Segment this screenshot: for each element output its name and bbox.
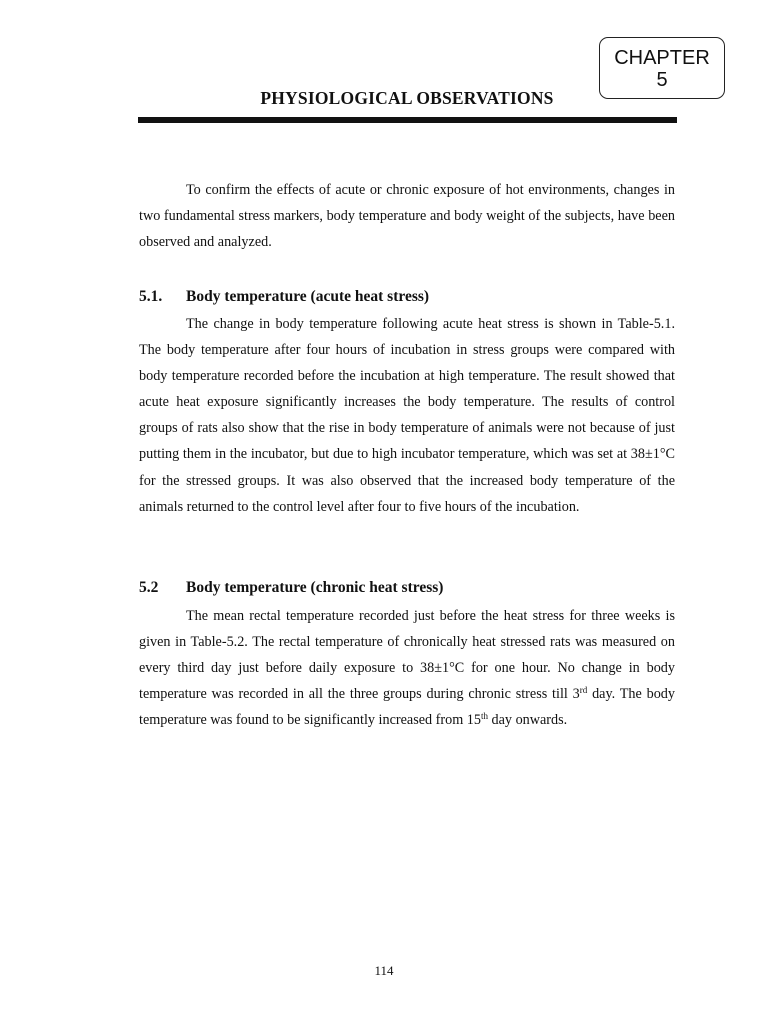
section-heading-5-2	[139, 578, 675, 598]
ordinal-suffix: rd	[579, 685, 588, 696]
title-underline-rule	[138, 117, 677, 123]
ordinal-suffix: th	[480, 711, 488, 722]
page-number: 114	[374, 963, 394, 978]
paragraph-text: The mean rectal temperature recorded just before the heat stress for three weeks is given in Table-5.2. The rectal temperature of chronically heat stressed rats was measured on every third day just before daily exposure to 38±1°C for one hour. No change in body temperature was recorded in all the three groups during chronic stress till 3	[139, 608, 675, 703]
section-5-2-paragraph	[139, 603, 675, 733]
chapter-number: 5	[656, 69, 668, 91]
intro-paragraph: To confirm the effects of acute or chronic exposure of hot environments, changes in two fundamental stress markers, body temperature and body weight of the subjects, have been observed and analyzed.	[139, 182, 675, 251]
section-heading-5-1	[139, 287, 675, 307]
section-title: Body temperature (chronic heat stress)	[186, 579, 444, 596]
paragraph-text: day. The body temperature was found to be significantly increased from 15	[139, 686, 675, 729]
chapter-label: CHAPTER	[614, 47, 710, 69]
section-number: 5.1.	[139, 288, 163, 305]
section-title: Body temperature (acute heat stress)	[186, 288, 430, 305]
section-5-1-paragraph: The change in body temperature following acute heat stress is shown in Table-5.1. The body temperature after four hours of incubation in stress groups were compared with body temperature recorded before the incubation at high temperature. The result showed that acute heat exposure significantly increases the body temperature. The results of control groups of rats also show that the rise in body temperature of animals were not because of just putting them in the incubator, but due to high incubator temperature, which was set at 38±1°C for the stressed groups. It was also observed that the increased body temperature of the animals returned to the control level after four to five hours of the incubation.	[139, 316, 675, 515]
page-title: PHYSIOLOGICAL OBSERVATIONS	[260, 88, 554, 108]
paragraph-text: day onwards.	[487, 712, 568, 729]
section-number: 5.2	[139, 579, 159, 596]
